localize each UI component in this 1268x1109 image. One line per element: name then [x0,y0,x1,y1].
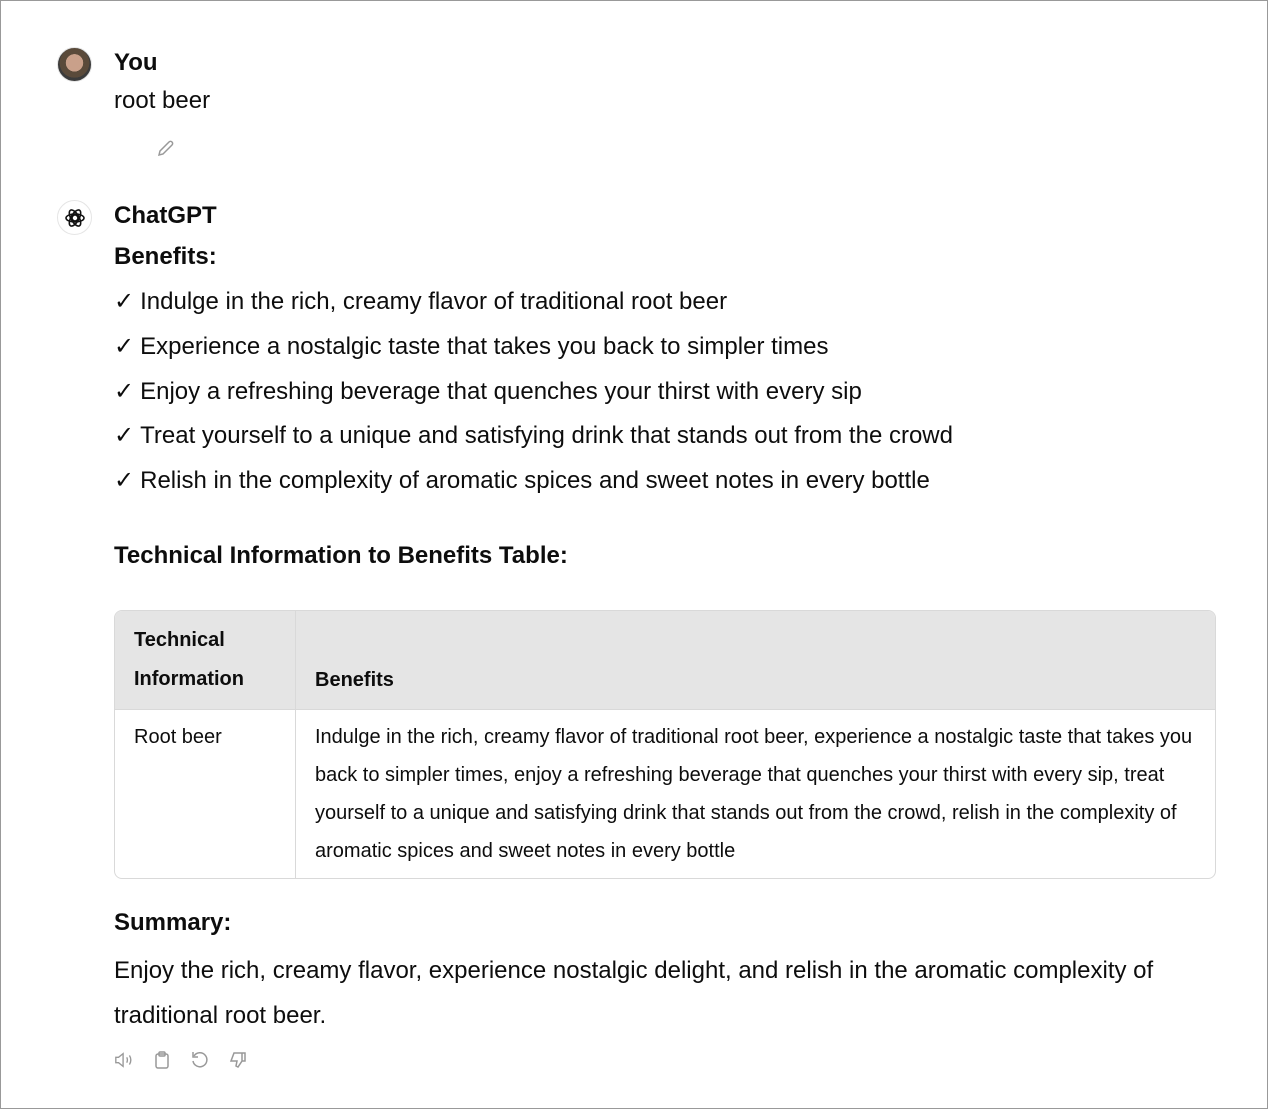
user-message: root beer [114,87,211,114]
regenerate-icon[interactable] [190,1050,210,1070]
user-name: You [114,49,158,76]
read-aloud-icon[interactable] [114,1050,134,1070]
table-row [115,710,1215,878]
summary-heading: Summary: [114,909,232,936]
benefit-item: ✓ Indulge in the rich, creamy flavor of traditional root beer [114,288,728,315]
chatgpt-logo-icon [57,200,92,235]
assistant-name: ChatGPT [114,202,217,229]
benefits-table [114,610,1216,879]
table-header: Benefits [296,611,1215,710]
thumbs-down-icon[interactable] [228,1050,248,1070]
edit-pencil-icon[interactable] [156,138,176,163]
benefits-heading: Benefits: [114,243,217,270]
user-avatar [57,47,92,82]
table-cell: Root beer [115,710,296,878]
benefit-item: ✓ Enjoy a refreshing beverage that quenches your thirst with every sip [114,378,862,405]
table-cell: Indulge in the rich, creamy flavor of traditional root beer, experience a nostalgic taste that takes you back to simpler times, enjoy a refreshing beverage that quenches your thirst with every sip, treat yourself to a unique and satisfying drink that stands out from the crowd, relish in the complexity of aromatic spices and sweet notes in every bottle [315,726,1193,862]
benefit-item: ✓ Relish in the complexity of aromatic spices and sweet notes in every bottle [114,467,930,494]
table-header: Technical Information [115,611,296,710]
benefit-item: ✓ Experience a nostalgic taste that takes you back to simpler times [114,333,829,360]
summary-text: Enjoy the rich, creamy flavor, experience nostalgic delight, and relish in the aromatic complexity of traditional root beer. [114,957,1154,1029]
table-heading: Technical Information to Benefits Table: [114,542,568,569]
message-actions [114,1050,248,1070]
copy-icon[interactable] [152,1050,172,1070]
table-header-row [115,611,1215,710]
benefit-item: ✓ Treat yourself to a unique and satisfying drink that stands out from the crowd [114,422,953,449]
